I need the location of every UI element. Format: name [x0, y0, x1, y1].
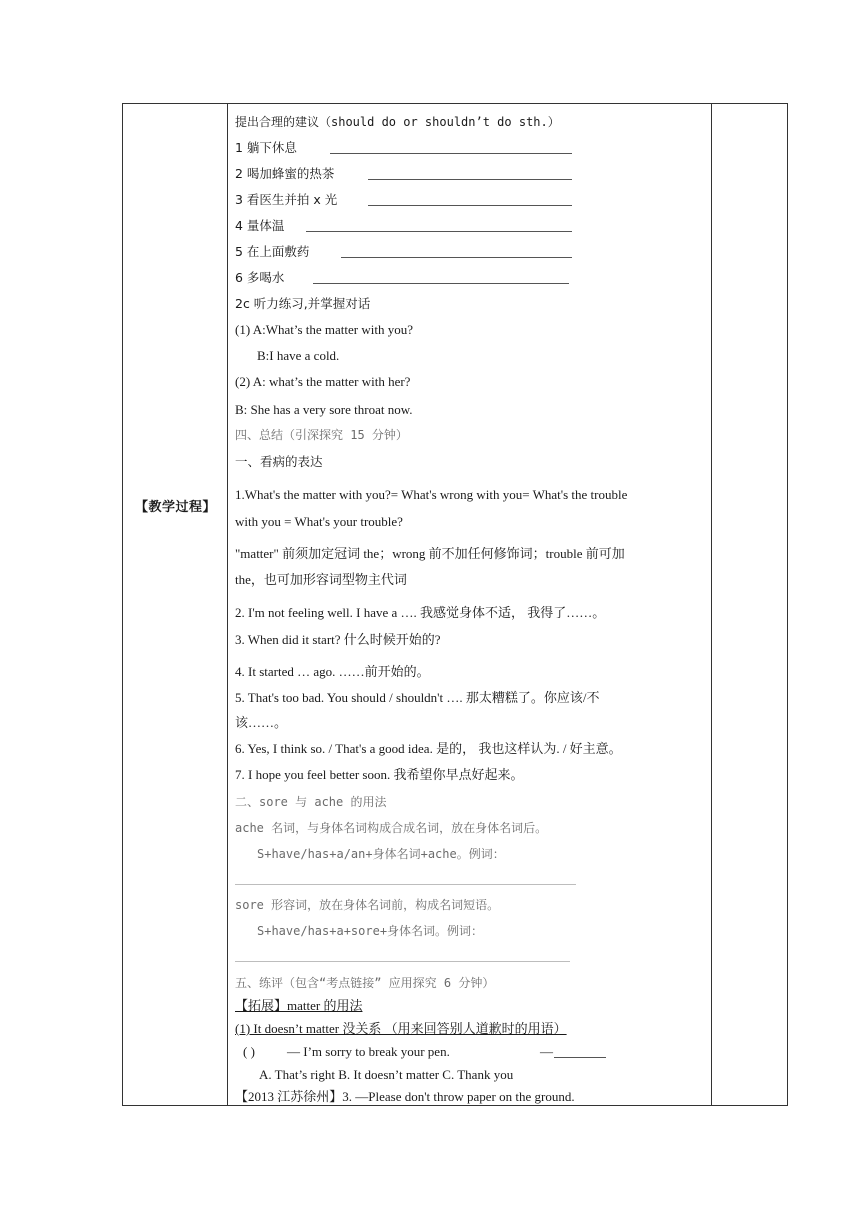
advice-item-4: 4 量体温: [235, 218, 285, 233]
expression-3: 3. When did it start? 什么时候开始的?: [235, 632, 441, 647]
notes-column: [711, 104, 787, 1105]
lesson-table: [122, 103, 788, 1106]
summary-subheading: 一、看病的表达: [235, 454, 323, 469]
answer-options: A. That’s right B. It doesn’t matter C. Thank you: [259, 1067, 514, 1082]
advice-heading: 提出合理的建议（should do or shouldn’t do sth.）: [235, 115, 560, 129]
question-text: — I’m sorry to break your pen.: [287, 1044, 450, 1059]
answer-blank-4[interactable]: [306, 231, 572, 232]
answer-line[interactable]: [554, 1057, 606, 1058]
answer-blank-3[interactable]: [368, 205, 572, 206]
advice-item-2: 2 喝加蜂蜜的热茶: [235, 166, 335, 181]
expression-1-line1: 1.What's the matter with you?= What's wrong with you= What's the trouble: [235, 487, 628, 502]
exam-question: 【2013 江苏徐州】3. —Please don't throw paper on the ground.: [235, 1089, 575, 1104]
sore-ache-heading: 二、sore 与 ache 的用法: [235, 795, 387, 809]
advice-item-1: 1 躺下休息: [235, 140, 297, 155]
expression-5-line2: 该……。: [235, 715, 288, 730]
dialog-2b: B: She has a very sore throat now.: [235, 402, 413, 417]
dialog-2a: (2) A: what’s the matter with her?: [235, 374, 411, 389]
section-label: 【教学过程】: [134, 500, 216, 515]
ache-pattern: S+have/has+a/an+身体名词+ache。例词：: [257, 847, 505, 861]
answer-blank-1[interactable]: [330, 153, 572, 154]
extension-heading: 【拓展】matter 的用法: [235, 998, 363, 1013]
sore-definition: sore 形容词，放在身体名词前，构成名词短语。: [235, 898, 500, 912]
ache-definition: ache 名词，与身体名词构成合成名词，放在身体名词后。: [235, 821, 548, 835]
listening-heading: 2c 听力练习,并掌握对话: [235, 296, 371, 311]
summary-heading: 四、总结（引深探究 15 分钟）: [235, 428, 408, 442]
ache-example-blank[interactable]: [235, 884, 576, 885]
advice-item-3: 3 看医生并拍 x 光: [235, 192, 338, 207]
answer-blank-6[interactable]: [313, 283, 569, 284]
dialog-1b: B:I have a cold.: [257, 348, 340, 363]
answer-blank-5[interactable]: [341, 257, 572, 258]
expression-6: 6. Yes, I think so. / That's a good idea. 是的， 我也这样认为. / 好主意。: [235, 741, 622, 756]
matter-note-line2: the，也可加形容词型物主代词: [235, 572, 407, 587]
expression-5-line1: 5. That's too bad. You should / shouldn't …. 那太糟糕了。你应该/不: [235, 690, 600, 705]
label-column: [123, 104, 228, 1105]
expression-1-line2: with you = What's your trouble?: [235, 514, 403, 529]
expression-7: 7. I hope you feel better soon. 我希望你早点好起来。: [235, 767, 524, 782]
sore-pattern: S+have/has+a+sore+身体名词。例词：: [257, 924, 484, 938]
advice-item-6: 6 多喝水: [235, 270, 285, 285]
expression-4: 4. It started … ago. ……前开始的。: [235, 664, 430, 679]
extension-item-1: (1) It doesn’t matter 没关系 （用来回答别人道歉时的用语）: [235, 1021, 567, 1036]
practice-heading: 五、练评（包含“考点链接” 应用探究 6 分钟）: [235, 976, 495, 990]
matter-note-line1: "matter" 前须加定冠词 the；wrong 前不加任何修饰词；trouble 前可加: [235, 546, 625, 561]
answer-blank-2[interactable]: [368, 179, 572, 180]
advice-item-5: 5 在上面敷药: [235, 244, 310, 259]
expression-2: 2. I'm not feeling well. I have a …. 我感觉身体不适， 我得了……。: [235, 605, 606, 620]
question-bracket: ( ): [243, 1044, 255, 1059]
sore-example-blank[interactable]: [235, 961, 570, 962]
dialog-1a: (1) A:What’s the matter with you?: [235, 322, 413, 337]
answer-dash: —: [540, 1044, 553, 1059]
